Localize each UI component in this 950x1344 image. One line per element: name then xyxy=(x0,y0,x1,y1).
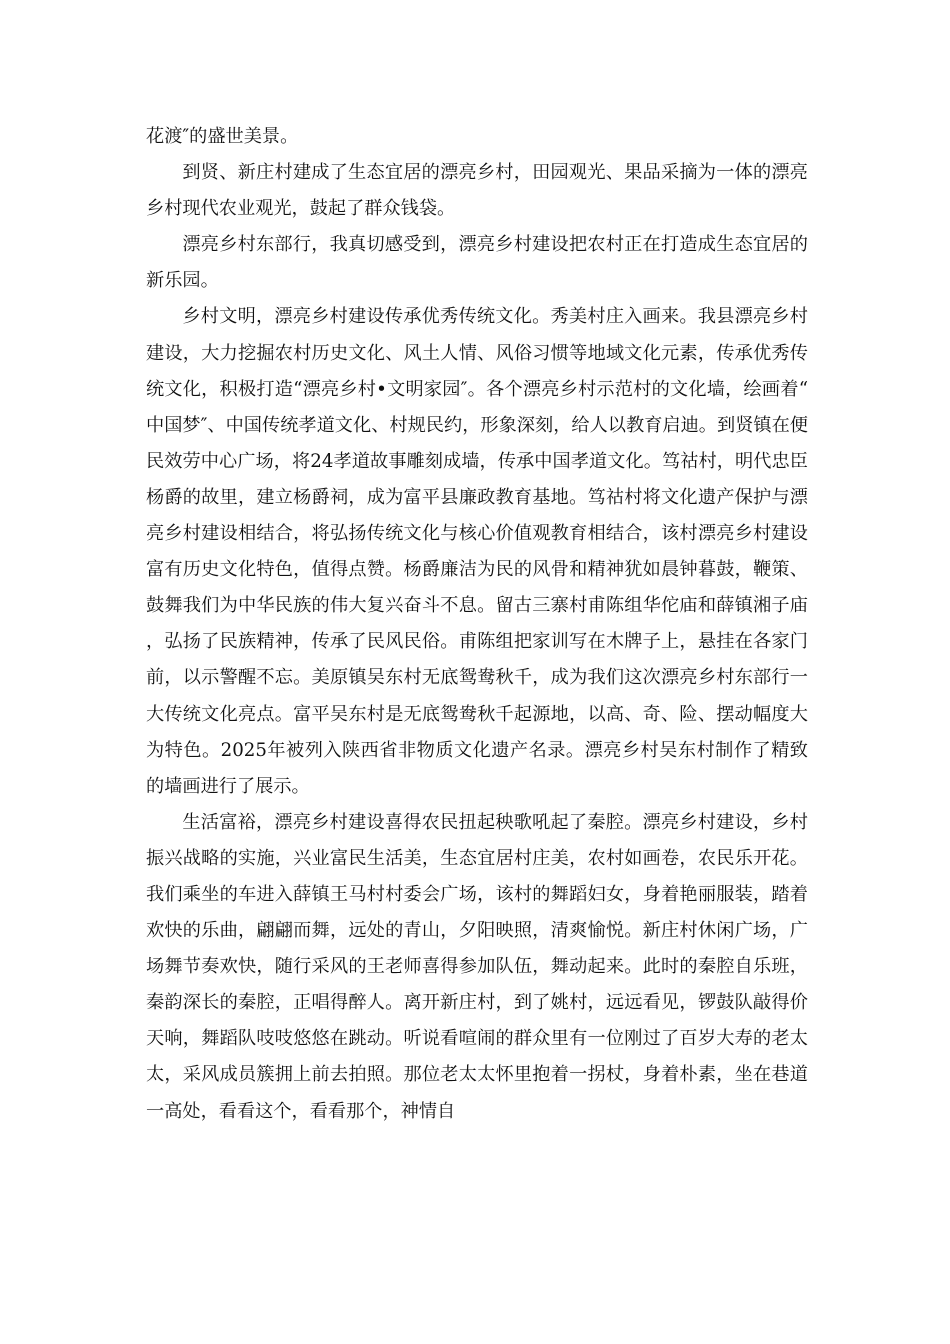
paragraph-3: 漂亮乡村东部行，我真切感受到，漂亮乡村建设把农村正在打造成生态宜居的新乐园。 xyxy=(146,234,808,292)
paragraph-1: 花渡″的盛世美景。 xyxy=(146,126,299,147)
paragraph-2: 到贤、新庄村建成了生态宜居的漂亮乡村，田园观光、果品采摘为一体的漂亮乡村现代农业观光，鼓起了群众钱袋。 xyxy=(146,162,808,220)
document-body xyxy=(146,119,808,1130)
paragraph-5: 生活富裕，漂亮乡村建设喜得农民扭起秧歌吼起了秦腔。漂亮乡村建设，乡村振兴战略的实施，兴业富民生活美，生态宜居村庄美，农村如画卷，农民乐开花。我们乘坐的车进入薛镇王马村村委会广场，该村的舞蹈妇女，身着艳丽服装，踏着欢快的乐曲，翩翩而舞，远处的青山，夕阳映照，清爽愉悦。新庄村休闲广场，广场舞节奏欢快，随行采风的王老师喜得参加队伍，舞动起来。此时的秦腔自乐班，秦韵深长的秦腔，正唱得醉人。离开新庄村，到了姚村，远远看见，锣鼓队敲得价天响，舞蹈队吱吱悠悠在跳动。听说看喧闹的群众里有一位刚过了百岁大寿的老太太，采风成员簇拥上前去拍照。那位老太太怀里抱着一拐杖，身着朴素，坐在巷道一高处，看看这个，看看那个，神情自 xyxy=(146,811,808,1122)
paragraph-4: 乡村文明，漂亮乡村建设传承优秀传统文化。秀美村庄入画来。我县漂亮乡村建设，大力挖掘农村历史文化、风土人情、风俗习惯等地域文化元素，传承优秀传统文化，积极打造“漂亮乡村•文明家园″。各个漂亮乡村示范村的文化墙，绘画着“中国梦″、中国传统孝道文化、村规民约，形象深刻，给人以教育启迪。到贤镇在便民效劳中心广场，将24孝道故事雕刻成墙，传承中国孝道文化。笃祜村，明代忠臣杨爵的故里，建立杨爵祠，成为富平县廉政教育基地。笃祜村将文化遗产保护与漂亮乡村建设相结合，将弘扬传统文化与核心价值观教育相结合，该村漂亮乡村建设富有历史文化特色，值得点赞。杨爵廉洁为民的风骨和精神犹如晨钟暮鼓，鞭策、鼓舞我们为中华民族的伟大复兴奋斗不息。留古三寨村甫陈组华佗庙和薛镇湘子庙，弘扬了民族精神，传承了民风民俗。甫陈组把家训写在木牌子上，悬挂在各家门前，以示警醒不忘。美原镇吴东村无底鸳鸯秋千，成为我们这次漂亮乡村东部行一大传统文化亮点。富平吴东村是无底鸳鸯秋千起源地，以高、奇、险、摆动幅度大为特色。2025年被列入陕西省非物质文化遗产名录。漂亮乡村吴东村制作了精致的墙画进行了展示。 xyxy=(146,306,808,797)
